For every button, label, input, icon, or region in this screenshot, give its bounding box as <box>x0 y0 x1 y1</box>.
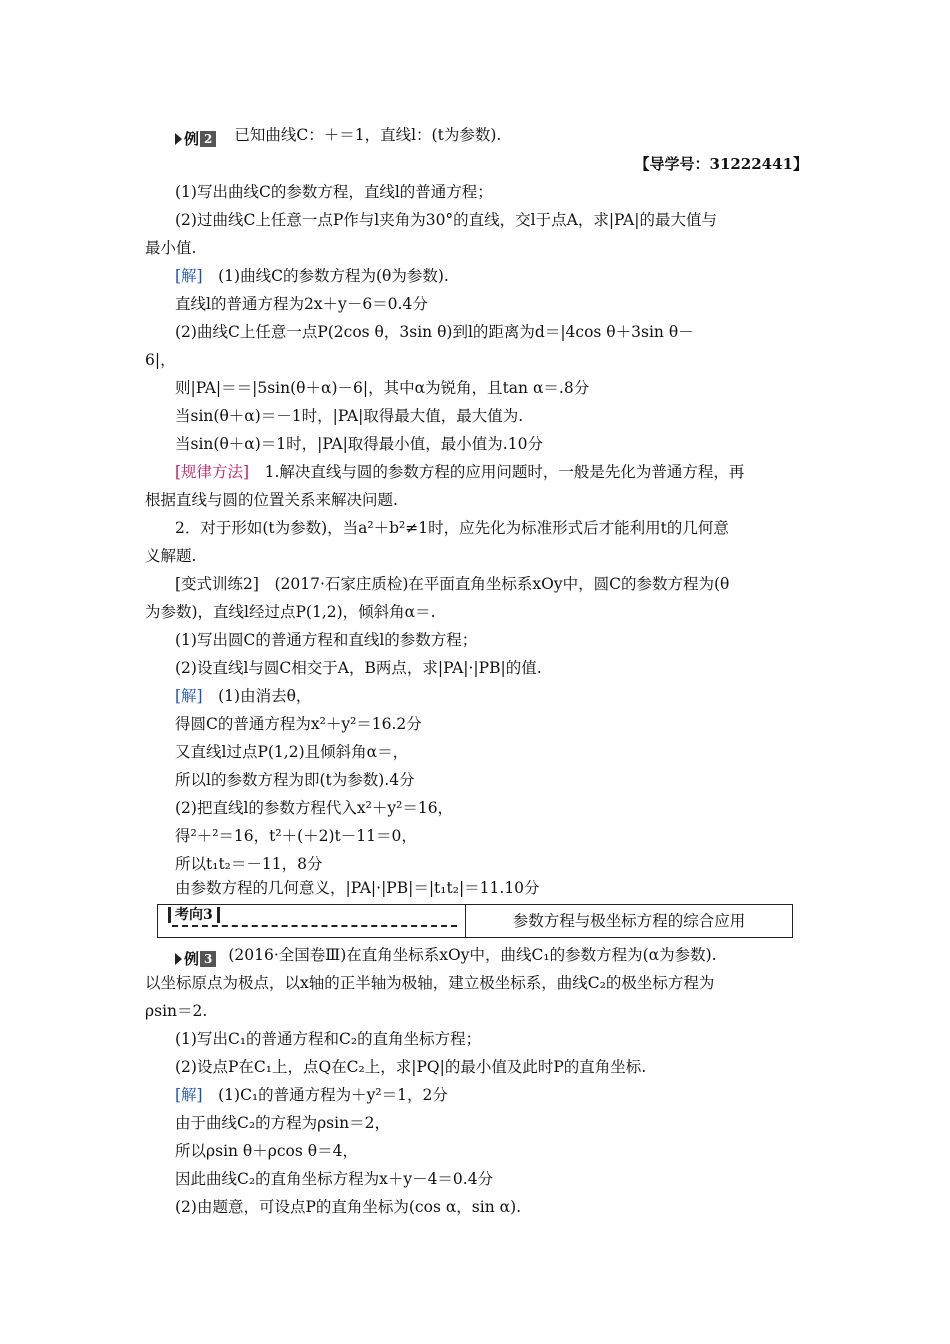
example-3-solution-line-2: 由于曲线C₂的方程为ρsin＝2， <box>175 1114 390 1132</box>
topic-3-tag-cell <box>158 905 466 937</box>
example-3-line-2: 以坐标原点为极点，以x轴的正半轴为极轴，建立极坐标系，曲线C₂的极坐标方程为 <box>145 974 715 992</box>
example-badge-word: 例 <box>184 949 200 968</box>
variant-2-line-2: 为参数)，直线l经过点P(1,2)，倾斜角α＝. <box>145 603 436 621</box>
solution-tag: [解] <box>175 1086 203 1104</box>
solution-text: (1)由消去θ， <box>218 687 312 705</box>
topic-3-header <box>157 904 793 938</box>
topic-3-tag: 考向3 <box>168 907 220 923</box>
variant-2-solution-line-4: 所以l的参数方程为即(t为参数).4分 <box>175 771 415 789</box>
topic-3-dashed-rule <box>172 925 457 927</box>
variant-2-solution-line-5: (2)把直线l的参数方程代入x²＋y²＝16， <box>175 799 454 817</box>
method-line-4: 义解题. <box>145 547 197 565</box>
variant-2-line-1: [变式训练2] (2017·石家庄质检)在平面直角坐标系xOy中，圆C的参数方程为(θ <box>175 575 730 593</box>
solution-text: (1)曲线C的参数方程为(θ为参数). <box>218 267 449 285</box>
variant-2-question-1: (1)写出圆C的普通方程和直线l的参数方程； <box>175 631 478 649</box>
variant-2-solution-line-1 <box>175 686 840 706</box>
example-2-solution-line-5: 则|PA|＝＝|5sin(θ＋α)－6|，其中α为锐角，且tan α＝.8分 <box>175 379 590 397</box>
example-badge-number: 3 <box>200 951 216 967</box>
solution-tag: [解] <box>175 267 203 285</box>
guide-number: 【导学号：31222441】 <box>634 155 808 173</box>
example-3-solution-line-1 <box>175 1085 840 1105</box>
example-3-line-3: ρsin＝2. <box>145 1002 208 1020</box>
example-2-solution-line-6: 当sin(θ＋α)＝－1时，|PA|取得最大值，最大值为. <box>175 407 524 425</box>
example-badge-number: 2 <box>200 131 216 147</box>
example-3-question-2: (2)设点P在C₁上，点Q在C₂上，求|PQ|的最小值及此时P的直角坐标. <box>175 1058 647 1076</box>
method-line-3: 2．对于形如(t为参数)，当a²＋b²≠1时，应先化为标准形式后才能利用t的几何意 <box>175 519 729 537</box>
triangle-icon <box>175 953 182 965</box>
example-2-badge <box>175 128 216 148</box>
example-3-solution-line-4: 因此曲线C₂的直角坐标方程为x＋y－4＝0.4分 <box>175 1170 494 1188</box>
variant-2-solution-line-6: 得²＋²＝16，t²＋(＋2)t－11＝0， <box>175 827 417 845</box>
example-2-solution-line-1 <box>175 266 840 286</box>
example-2-question-2-cont: 最小值. <box>145 239 197 257</box>
method-line-1 <box>175 462 840 482</box>
example-2-solution-line-4: 6|， <box>145 351 176 369</box>
variant-2-solution-line-7: 所以t₁t₂＝－11，8分 <box>175 855 323 873</box>
method-text: 1.解决直线与圆的参数方程的应用问题时，一般是先化为普通方程，再 <box>264 463 745 481</box>
example-3-line-1 <box>175 945 840 968</box>
solution-tag: [解] <box>175 687 203 705</box>
triangle-icon <box>175 133 182 145</box>
variant-2-solution-line-8: 由参数方程的几何意义，|PA|·|PB|＝|t₁t₂|＝11.10分 <box>175 879 540 897</box>
variant-2-question-2: (2)设直线l与圆C相交于A，B两点，求|PA|·|PB|的值. <box>175 659 542 677</box>
example-2-question-1: (1)写出曲线C的参数方程，直线l的普通方程； <box>175 183 493 201</box>
example-2-statement-line <box>175 125 840 148</box>
example-2-solution-line-7: 当sin(θ＋α)＝1时，|PA|取得最小值，最小值为.10分 <box>175 435 543 453</box>
example-3-badge <box>175 948 216 968</box>
example-2-statement: 已知曲线C：＋＝1，直线l：(t为参数). <box>234 126 502 144</box>
example-3-question-1: (1)写出C₁的普通方程和C₂的直角坐标方程； <box>175 1030 482 1048</box>
example-3-solution-line-3: 所以ρsin θ＋ρcos θ＝4， <box>175 1142 358 1160</box>
example-2-solution-line-2: 直线l的普通方程为2x＋y－6＝0.4分 <box>175 295 428 313</box>
solution-text: (1)C₁的普通方程为＋y²＝1，2分 <box>218 1086 448 1104</box>
example-badge-word: 例 <box>184 129 200 148</box>
method-line-2: 根据直线与圆的位置关系来解决问题. <box>145 491 398 509</box>
example-2-question-2: (2)过曲线C上任意一点P作与l夹角为30°的直线，交l于点A，求|PA|的最大值与 <box>175 211 717 229</box>
example-3-solution-line-5: (2)由题意，可设点P的直角坐标为(cos α，sin α). <box>175 1198 522 1216</box>
variant-2-solution-line-3: 又直线l过点P(1,2)且倾斜角α＝， <box>175 743 409 761</box>
example-3-statement: (2016·全国卷Ⅲ)在直角坐标系xOy中，曲线C₁的参数方程为(α为参数). <box>228 946 717 964</box>
topic-3-title: 参数方程与极坐标方程的综合应用 <box>512 912 746 930</box>
variant-2-solution-line-2: 得圆C的普通方程为x²＋y²＝16.2分 <box>175 715 422 733</box>
method-tag: [规律方法] <box>175 463 250 481</box>
example-2-solution-line-3: (2)曲线C上任意一点P(2cos θ，3sin θ)到l的距离为d＝|4cos θ＋3sin θ－ <box>175 323 694 341</box>
